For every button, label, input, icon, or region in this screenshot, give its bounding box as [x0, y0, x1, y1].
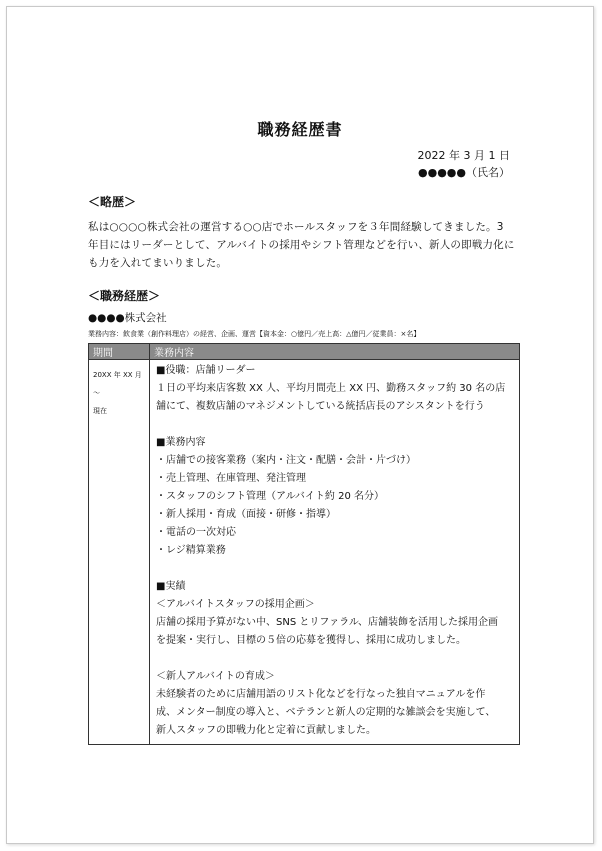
content-line: ■役職：店舗リーダー: [156, 365, 256, 376]
content-line: ・電話の一次対応: [156, 527, 236, 538]
content-line: 舗にて、複数店舗のマネジメントしている統括店長のアシスタントを行う: [156, 401, 485, 412]
content-line: を提案・実行し、目標の５倍の応募を獲得し、採用に成功しました。: [156, 635, 466, 646]
content-line: 成、メンター制度の導入と、ベテランと新人の定期的な雑談会を実施して、: [156, 707, 496, 718]
name-label: （氏名）: [466, 166, 510, 179]
period-start: 20XX 年 XX 月: [93, 371, 142, 379]
career-heading: ＜職務経歴＞: [88, 289, 161, 303]
document-date: 2022 年 3 月 1 日: [417, 149, 510, 162]
document-page: [6, 6, 594, 844]
summary-text: [88, 218, 516, 272]
period-tilde: ～: [93, 389, 100, 397]
header-period: 期間: [89, 344, 150, 360]
summary-line: も力を入れてまいりました。: [88, 257, 228, 269]
content-line: ・店舗での接客業務（案内・注文・配膳・会計・片づけ）: [156, 455, 416, 466]
content-line: ＜新人アルバイトの育成＞: [156, 671, 275, 682]
summary-line: 年目にはリーダーとして、アルバイトの採用やシフト管理などを行い、新人の即戦力化に: [88, 239, 515, 251]
period-end: 現在: [93, 407, 107, 415]
applicant-name: [418, 164, 510, 180]
content-cell: [150, 360, 520, 745]
company-suffix: 株式会社: [124, 312, 167, 324]
header-content: 業務内容: [150, 344, 520, 360]
content-line: [156, 416, 513, 434]
business-description: 業務内容：飲食業（創作料理店）の経営、企画、運営【資本金：○億円／売上高：△億円／従業員：×名】: [88, 330, 421, 338]
content-line: [156, 560, 513, 578]
document-title: 職務経歴書: [257, 120, 343, 139]
content-line: 店舗の採用予算がない中、SNS とリファラル、店舗装飾を活用した採用企画: [156, 617, 499, 628]
content-line: ・スタッフのシフト管理（アルバイト約 20 名分）: [156, 491, 384, 502]
period-cell: [89, 360, 150, 745]
content-line: [156, 650, 513, 668]
content-line: ・新人採用・育成（面接・研修・指導）: [156, 509, 336, 520]
company-placeholder: ●●●●: [88, 312, 125, 324]
content-line: ■業務内容: [156, 437, 206, 448]
name-placeholder: ●●●●●: [418, 166, 466, 179]
content-line: １日の平均来店客数 XX 人、平均月間売上 XX 円、勤務スタッフ約 30 名の店: [156, 383, 506, 394]
career-table: [88, 343, 520, 745]
content-line: ＜アルバイトスタッフの採用企画＞: [156, 599, 315, 610]
content-line: 新人スタッフの即戦力化と定着に貢献しました。: [156, 725, 376, 736]
content-line: 未経験者のために店舗用語のリスト化などを行なった独自マニュアルを作: [156, 689, 486, 700]
table-row: [89, 360, 520, 745]
content-line: ■実績: [156, 581, 186, 592]
content-line: ・レジ精算業務: [156, 545, 226, 556]
company-name: [88, 310, 167, 325]
summary-line: 私は○○○○株式会社の運営する○○店でホールスタッフを３年間経験してきました。3: [88, 221, 504, 233]
summary-heading: ＜略歴＞: [88, 195, 137, 209]
table-header-row: [89, 344, 520, 360]
content-line: ・売上管理、在庫管理、発注管理: [156, 473, 306, 484]
